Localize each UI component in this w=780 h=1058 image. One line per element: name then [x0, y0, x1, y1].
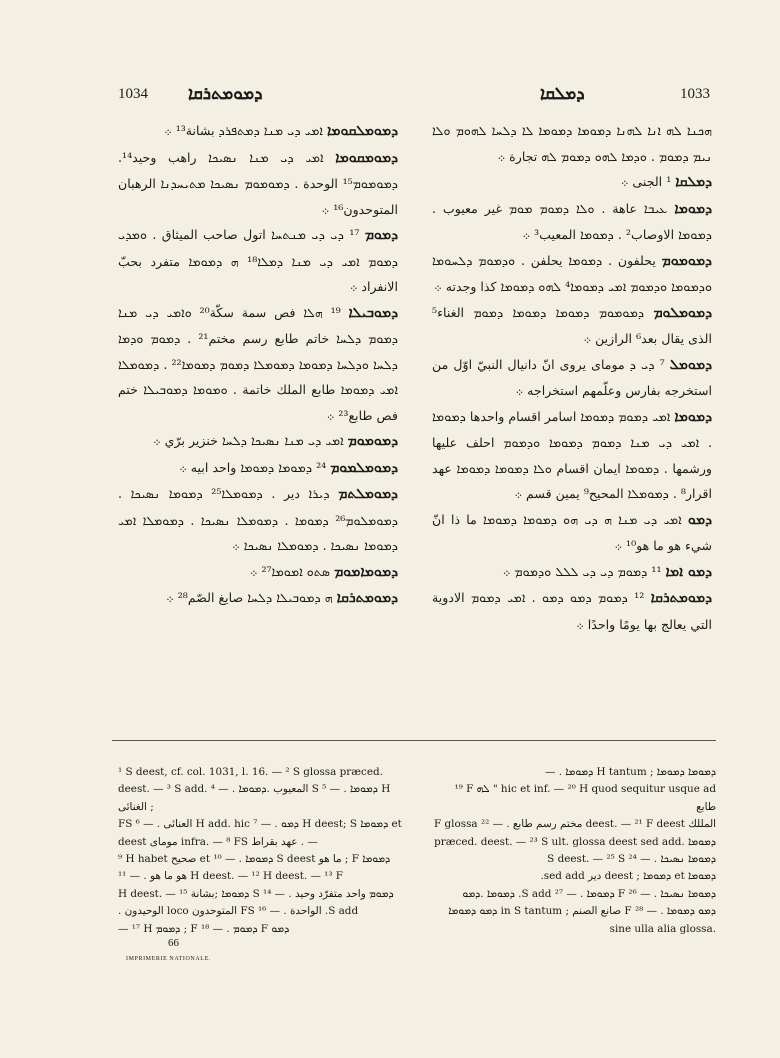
dictionary-entry [118, 585, 398, 612]
dictionary-entry [118, 455, 398, 482]
entry-gloss: ܣܬܘ ܐܡܘܡܐ²⁷ ܀ [249, 563, 331, 579]
entry-headword: ܕܡܘܡܠܬܡ [338, 486, 398, 502]
footnote-divider [112, 740, 716, 741]
dictionary-entry [432, 300, 712, 352]
footnote-line: ܕܡܘܡܐ ܢܣܝܟܐ . — ²⁴ S deest. — ²⁵ S [547, 853, 716, 866]
dictionary-entry [432, 196, 712, 248]
footnote-line: ܕܡܘܡ واحد متفرّد وحيد . — ¹⁴ S ܕܡܘܡܐ ;بشانة H deest. — ¹⁵ S add. الواحدة . — ¹⁶ FS المتوحدون loco الوحيدون . [118, 887, 394, 918]
folio-number: 66 [168, 937, 179, 949]
dictionary-entry [118, 559, 398, 586]
entry-gloss: ܐܡܝ ܕܝ ܡܢܐ ܢܣܝܟܐ ܕܠܚܐ خنزير برّي ܀ [153, 433, 344, 448]
footnote-line: præced. deest. — ²³ S ult. glossa deest sed add. ܕܡܘܡܐ [434, 835, 716, 848]
footnote-line: ¹⁹ F ܠܗ " hic et inf. — ²⁰ H quod sequitur usque ad طابع [454, 783, 716, 813]
right-page-number: 1033 [680, 86, 710, 102]
entry-headword: ܕܡܘ [687, 511, 712, 528]
left-running-head: ܕܡܘܡܬܪܩܐ [188, 84, 263, 104]
footnote-line: ¹ S deest, cf. col. 1031, l. 16. — ² S glossa præced. deest. — ³ S add. المعيوب .ܕܡܘܡܐ . — ⁴ S ܕܡܘܡܐ . — ⁵ H الغنائى ; [118, 766, 391, 813]
left-page-number: 1034 [118, 86, 148, 102]
entry-gloss: ¹⁹ ܗܠܐ فص سمة سكّة²⁰ ܘܐܡܝ ܕܝ ܡܢܐ ܕܡܘܡ ܕܠܚܐ خاتم طابع رسم مختم²¹ . ܕܡܘܡ ܘܕܡܐ ܕܠܚܐ ܘܕܠܚܐ ܕܡܘܡܐ ܕܡܘܡܠܐ ܕܡܘܡ ܕܡܘܡܐ²² . ܕܡܘܡܠܐ ܐܡܝ ܕܡܘܡܐ طابع الملك خاتمة . ܘܡܘܡܐ ܕܡܘܒܝܠܐ ختم فص طابع²³ ܀ [118, 304, 399, 423]
printer-imprint: IMPRIMERIE NATIONALE. [126, 956, 211, 962]
dictionary-entry [118, 145, 398, 223]
entry-headword: ܕܡܘܡܬܪܩܐ [650, 590, 712, 606]
entry-gloss: ܕܝܪܐ دير . ܕܡܘܡܠܐ²⁵ ܕܡܘܡܐ ܢܣܝܟܐ . ܕܡܘܡܠܘܡ²⁶ ܕܡܘܡܐ . ܕܡܘܡܠܐ ܢܣܝܟܐ . ܕܡܘܡܠܐ ܐܡܝ ܕܡܘܡܐ ܢܣܝܟܐ . ܕܡܘܡܠܐ ܢܣܝܟܐ ܀ [118, 486, 398, 553]
footnote-line: ܕܡܘܡܐ et ܕܡܘܡܐ ; deest دير sed add. [540, 870, 716, 883]
entry-headword: ܕܡܘܒܝܠܐ [348, 304, 398, 321]
entry-gloss: ܗܟܢܐ ܠܗ ܐܢܐ ܠܗܢܐ ܕܡܘܡܐ ܕܡܘܡܐ ܠܐ ܕܠܚܐ ܠܗܘܡ ܘܠܐ ܢܝܡ ܕܡܘܡ . ܘܕܡܐ ܠܗܘ ܕܡܘܡ ܠܗ تجارة ܀ [432, 123, 712, 164]
entry-headword: ܕܡܘܡܘܡ [347, 433, 398, 449]
entry-headword: ܕܡܘܡܐܡܘܡ [334, 563, 398, 580]
dictionary-entry [118, 118, 398, 145]
dictionary-entry [432, 507, 712, 559]
dictionary-entry [118, 300, 398, 429]
left-footnotes [118, 764, 402, 938]
entry-gloss: ²⁴ ܕܡܘܡܐ ܕܡܘܡܐ واحد ابيه ܀ [179, 459, 327, 475]
entry-gloss: ⁷ ܕܝ ܕ موماى يروى انّ دانيال النبيّ اوّل من استخرجه بفارس وعلّمهم استخراجه ܀ [432, 356, 712, 398]
entry-gloss: ܐܡܝ ܕܝ ܡܢܐ ܢܣܝܟܐ راهب وحيد¹⁴. ܕܡܘܡܘܡ¹⁵ الوحدة . ܕܡܘܡܘܡ ܢܣܝܟܐ ܡܬܝܚܕܢܐ الرهبان المتوحدون¹⁶ ܀ [118, 149, 398, 217]
entry-gloss: ܥܝܒܐ عاهة . ܘܠܐ ܕܡܘܡ ܡܘܡ غير معيوب . ܕܡܘܡܐ الاوصاب² . ܕܡܘܡܐ المعيب³ ܀ [432, 200, 712, 242]
footnote-line: — ¹⁷ H ܕܡܘܡ ; F ܕܡܘܡ . — ¹⁸ F ܕܡܘ [118, 922, 290, 935]
dictionary-entry [432, 585, 712, 637]
entry-gloss: ܐܡܝ ܕܝ ܡܢܐ ܗ ܕܝ ܗܘ ܕܡܘܡܐ ܕܡܘܡܐ ما ذا انّ شيء هو ما هو¹⁰ ܀ [432, 511, 712, 553]
entry-headword: ܕܡܘܡܠܡܘܡ [330, 459, 398, 476]
footnote-line: ܕܡܘܡܐ ܕܡܘܡܐ ; H tantum ܕܡܘܡܐ . — [545, 766, 716, 778]
entry-headword: ܕܡܘܡܬܪܩܐ [336, 590, 398, 606]
dictionary-entry [432, 559, 712, 586]
entry-headword: ܕܡܘܡܘܡ [661, 252, 712, 269]
footnote-line: ܕܡܘ ܕܡܘܡܐ . — ²⁸ F صانع الصنم ; in S tantum ܕܡܘ ܕܡܘܡܐ [448, 905, 716, 918]
right-running-head: ܕܡܠܩܐ [540, 84, 585, 104]
right-page-header [0, 84, 780, 108]
entry-gloss: ¹¹ ܕܡܘܡ ܕܝ ܕܝ ܠܠܠ ܘܕܡܘܡ ܀ [502, 563, 662, 579]
entry-headword: ܕܡܘܡܩܘܡܐ [335, 149, 398, 166]
entry-gloss: يحلفون . ܕܡܘܡܐ يحلفن . ܘܕܡܘܡ ܕܠܚܘܡܐ ܘܕܡܘܡܐ ܘܕܡܘܡ ܐܡܝ ܕܡܘܡܐ⁴ ܠܗܘ ܕܡܘܡܐ كذا وجدته ܀ [432, 252, 712, 294]
entry-headword: ܕܡܘܡܠܩܘܡܐ [326, 123, 398, 139]
entry-gloss: ¹² ܕܡܘܡ ܕܡܘ ܕܡܘ . ܐܡܝ ܕܡܘܡ الادوية التي يعالج بها يومًا واحدًا ܀ [432, 590, 712, 632]
right-footnotes [432, 764, 716, 938]
footnote-line: المللك deest. — ²¹ F deest مختم رسم طابع . — ²² F glossa [434, 818, 716, 831]
entry-headword: ܕܡܘܡ [364, 227, 398, 243]
dictionary-entry [432, 352, 712, 404]
footnote-line: ⁹ H habet صحيح et ܕܡܘܡܐ . — ¹⁰ S deest ما هو ; F ܕܡܘܡܐ هو ما هو . — ¹¹ H deest. — ¹² H deest. — ¹³ F [118, 853, 391, 883]
right-text-column [432, 118, 712, 637]
entry-gloss: ܗ ܕܡܘܒܝܠܐ ܕܠܚܐ صايغ الصّم²⁸ ܀ [166, 590, 333, 605]
footnote-line: FS العنائى . — ⁶ H add. hic ܕܡܘ . — ⁷ H deest; S ܕܡܘܡܐ et deest موماى infra. — ⁸ FS عهد بقراط . — [118, 818, 402, 848]
footnote-line: ܕܡܘܡܐ ܢܣܝܟܐ . — ²⁶ F ܕܡܘܡܐ . — ²⁷ S add. ܕܡܘܡܐ .ܕܡܘ [462, 887, 716, 900]
footnote-line: sine ulla alia glossa. [609, 922, 716, 935]
dictionary-entry [432, 248, 712, 300]
dictionary-entry [118, 481, 398, 559]
entry-gloss: ¹⁷ ܕܝ ܕܝ ܡܢܬܚܐ اتول صاحب الميثاق . ܘܡܕܝ ܕܡܘܡ ܐܡܝ ܕܝ ܡܢܐ ܕܡܠܐ¹⁸ ܗ ܕܡܘܡܐ متفرد بحبّ الانفراد ܀ [118, 227, 398, 294]
entry-headword: ܕܡܘܡܠܘܡ [653, 304, 713, 321]
entry-headword: ܕܡܠܩܐ [675, 174, 712, 190]
entry-gloss: ܐܡܝ ܕܝ ܡܢܐ ܕܡܬܦܪܕ بشانة¹³ ܀ [164, 123, 323, 138]
left-text-column [118, 118, 398, 612]
entry-gloss: ܕܡܘܡܘܡ ܕܡܘܡܐ ܕܡܘܡܐ ܕܡܘܡ الغناء⁵ الذى يقال بعد⁶ الرازين ܀ [432, 304, 712, 346]
dictionary-entry [118, 428, 398, 455]
entry-headword: ܕܡܘ ܐܡܐ [665, 563, 712, 580]
entry-headword: ܕܡܘܡܐ [674, 408, 712, 425]
entry-headword: ܕܡܘܡܠ [669, 356, 712, 373]
dictionary-entry [432, 169, 712, 196]
dictionary-entry [432, 118, 712, 169]
entry-gloss: ¹ الجنى ܀ [620, 174, 672, 189]
dictionary-entry [118, 222, 398, 300]
dictionary-entry [432, 404, 712, 507]
entry-gloss: ܐܡܝ ܕܡܘܡ ܕܡܘܡܐ اسامر اقسام واحدها ܕܡܘܡܐ . ܐܡܝ ܕܝ ܡܢܐ ܕܡܘܡ ܕܡܘܡܐ ܘܕܡܘܡ احلف عليها ورشمها . ܕܡܘܡܐ ايمان اقسام ܘܠܐ ܕܡܘܡܐ ܕܡܘܡܐ عهد اقرار⁸ . ܕܡܘܡܠܐ المحيح⁹ يمين قسم ܀ [432, 408, 712, 501]
entry-headword: ܕܡܘܡܐ [674, 200, 712, 217]
